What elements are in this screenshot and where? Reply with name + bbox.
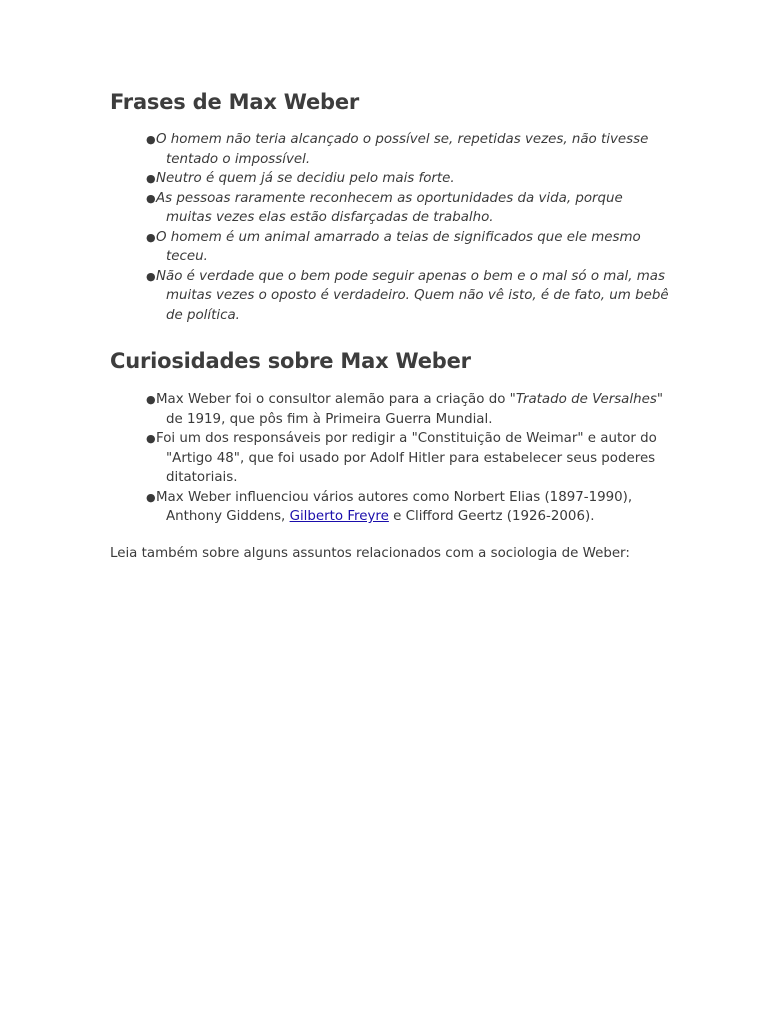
quotes-heading: Frases de Max Weber — [110, 90, 360, 114]
curiosity-text-before: Max Weber foi o consultor alemão para a criação do " — [156, 392, 516, 407]
curiosity-text-before: Max Weber influenciou vários autores como Norbert Elias (1897-1990), Anthony Giddens, — [156, 489, 633, 524]
gilberto-freyre-link[interactable]: Gilberto Freyre — [289, 509, 389, 524]
bullet-icon: ● — [146, 191, 156, 205]
quote-item — [110, 130, 670, 169]
bullet-icon: ● — [146, 269, 156, 283]
quote-item — [110, 228, 670, 267]
curiosity-item — [110, 429, 670, 488]
curiosity-text-after: " de 1919, que pôs fim à Primeira Guerra Mundial. — [166, 392, 663, 427]
curiosity-item — [110, 390, 670, 429]
curiosity-text: Foi um dos responsáveis por redigir a "Constituição de Weimar" e autor do "Artigo 48", que foi usado por Adolf Hitler para estabelecer seus poderes ditatoriais. — [156, 431, 657, 485]
bullet-icon: ● — [146, 133, 156, 146]
curiosities-heading: Curiosidades sobre Max Weber — [110, 349, 471, 373]
quote-item — [110, 267, 670, 326]
bullet-icon: ● — [146, 230, 156, 244]
quote-text: Neutro é quem já se decidiu pelo mais forte. — [156, 171, 455, 186]
curiosities-list — [110, 390, 670, 527]
curiosity-text-after: e Clifford Geertz (1926-2006). — [388, 509, 595, 524]
document-page — [110, 88, 670, 563]
curiosity-item — [110, 488, 670, 527]
quote-text: O homem não teria alcançado o possível se, repetidas vezes, não tivesse tentado o impossível. — [156, 132, 649, 167]
related-topics-text: Leia também sobre alguns assuntos relacionados com a sociologia de Weber: — [110, 545, 630, 561]
quote-text: Não é verdade que o bem pode seguir apenas o bem e o mal só o mal, mas muitas vezes o oposto é verdadeiro. Quem não vê isto, é de fato, um bebê de política. — [156, 268, 669, 323]
bullet-icon: ● — [146, 432, 156, 445]
bullet-icon: ● — [146, 490, 156, 504]
bullet-icon: ● — [146, 393, 156, 406]
bullet-icon: ● — [146, 172, 156, 185]
quotes-list — [110, 130, 670, 325]
quote-text: As pessoas raramente reconhecem as oportunidades da vida, porque muitas vezes elas estão disfarçadas de trabalho. — [156, 190, 623, 225]
quote-item — [110, 169, 670, 189]
quote-text: O homem é um animal amarrado a teias de significados que ele mesmo teceu. — [156, 229, 641, 264]
treaty-name: Tratado de Versalhes — [515, 392, 657, 407]
quote-item — [110, 189, 670, 228]
